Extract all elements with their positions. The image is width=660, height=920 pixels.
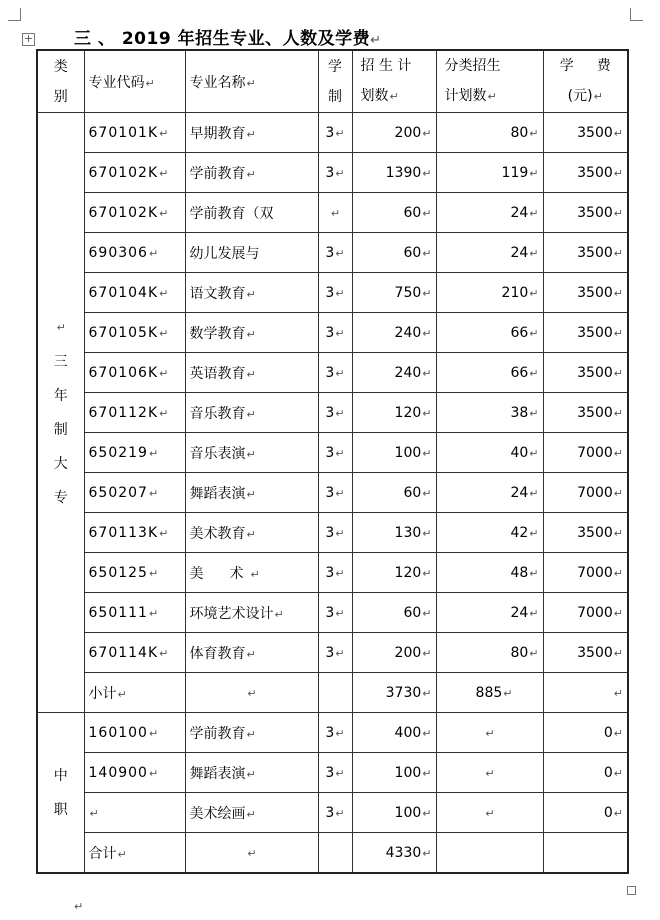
cell-code: 670114K↵ xyxy=(84,633,185,673)
cell-class-plan: ↵ xyxy=(436,753,543,793)
table-row xyxy=(37,273,628,313)
cell-code: 650207↵ xyxy=(84,473,185,513)
cell-code: 650125↵ xyxy=(84,553,185,593)
cell-class-plan: 210↵ xyxy=(436,273,543,313)
cell-fee: 3500↵ xyxy=(543,393,628,433)
cell-code: 160100↵ xyxy=(84,713,185,753)
cell-class-plan: 24↵ xyxy=(436,193,543,233)
cell-name: 早期教育↵ xyxy=(185,113,318,153)
table-row xyxy=(37,553,628,593)
cell-fee: 3500↵ xyxy=(543,513,628,553)
cell-class-plan: 119↵ xyxy=(436,153,543,193)
cell-code: ↵ xyxy=(84,793,185,833)
cell-fee: 0↵ xyxy=(543,793,628,833)
cell-plan: 750↵ xyxy=(352,273,436,313)
paragraph-mark-icon: ↵ xyxy=(74,900,84,913)
cell-code: 690306↵ xyxy=(84,233,185,273)
cell-plan: 240↵ xyxy=(352,353,436,393)
cell-plan: 200↵ xyxy=(352,113,436,153)
cell-class-plan: ↵ xyxy=(436,793,543,833)
table-row xyxy=(37,353,628,393)
cell-name: 幼儿发展与 xyxy=(185,233,318,273)
cell-empty xyxy=(318,673,352,713)
cell-class-plan: 885↵ xyxy=(436,673,543,713)
cell-name: 体育教育↵ xyxy=(185,633,318,673)
cell-empty xyxy=(436,833,543,874)
cell-class-plan: 24↵ xyxy=(436,233,543,273)
cell-fee: 7000↵ xyxy=(543,593,628,633)
cell-empty: ↵ xyxy=(185,673,318,713)
table-row xyxy=(37,113,628,153)
cell-years: 3↵ xyxy=(318,153,352,193)
table-row xyxy=(37,793,628,833)
cell-empty: ↵ xyxy=(185,833,318,874)
page-corner-mark xyxy=(8,8,21,21)
cell-years: ↵ xyxy=(318,193,352,233)
cell-years: 3↵ xyxy=(318,313,352,353)
cell-empty xyxy=(543,833,628,874)
header-plan: 招 生 计 划数↵ xyxy=(352,50,436,113)
header-code: 专业代码↵ xyxy=(84,50,185,113)
cell-years: 3↵ xyxy=(318,793,352,833)
cell-class-plan: 24↵ xyxy=(436,473,543,513)
cell-plan: 200↵ xyxy=(352,633,436,673)
cell-name: 语文教育↵ xyxy=(185,273,318,313)
header-class-plan: 分类招生 计划数↵ xyxy=(436,50,543,113)
table-row xyxy=(37,753,628,793)
cell-fee: 3500↵ xyxy=(543,313,628,353)
cell-fee: 3500↵ xyxy=(543,233,628,273)
cell-fee: 3500↵ xyxy=(543,353,628,393)
cell-fee: 3500↵ xyxy=(543,113,628,153)
cell-class-plan: 66↵ xyxy=(436,313,543,353)
cell-years: 3↵ xyxy=(318,473,352,513)
cell-code: 650219↵ xyxy=(84,433,185,473)
cell-plan: 60↵ xyxy=(352,473,436,513)
cell-code: 670106K↵ xyxy=(84,353,185,393)
cell-name: 学前教育↵ xyxy=(185,153,318,193)
cell-name: 学前教育↵ xyxy=(185,713,318,753)
cell-total-label: 合计↵ xyxy=(84,833,185,874)
enrollment-table xyxy=(36,49,629,874)
cell-years: 3↵ xyxy=(318,433,352,473)
cell-code: 670104K↵ xyxy=(84,273,185,313)
cell-plan: 4330↵ xyxy=(352,833,436,874)
section-title-text: 三 、 2019 年招生专业、人数及学费 xyxy=(74,29,371,49)
page-corner-mark xyxy=(630,8,643,21)
table-row xyxy=(37,713,628,753)
cell-plan: 130↵ xyxy=(352,513,436,553)
cell-name: 环境艺术设计↵ xyxy=(185,593,318,633)
cell-plan: 100↵ xyxy=(352,793,436,833)
cell-empty xyxy=(318,833,352,874)
table-row xyxy=(37,593,628,633)
cell-plan: 240↵ xyxy=(352,313,436,353)
header-name: 专业名称↵ xyxy=(185,50,318,113)
cell-years: 3↵ xyxy=(318,513,352,553)
cell-class-plan: 48↵ xyxy=(436,553,543,593)
cell-fee: 3500↵ xyxy=(543,193,628,233)
table-row xyxy=(37,433,628,473)
total-row xyxy=(37,833,628,874)
table-row xyxy=(37,193,628,233)
table-row xyxy=(37,153,628,193)
cell-fee: 7000↵ xyxy=(543,433,628,473)
cell-class-plan: 66↵ xyxy=(436,353,543,393)
cell-plan: 3730↵ xyxy=(352,673,436,713)
section-title xyxy=(74,24,381,49)
cell-years: 3↵ xyxy=(318,593,352,633)
cell-class-plan: 42↵ xyxy=(436,513,543,553)
table-row xyxy=(37,633,628,673)
cell-fee: 0↵ xyxy=(543,753,628,793)
cell-name: 英语教育↵ xyxy=(185,353,318,393)
category-college: ↵ 三 年 制 大 专 xyxy=(37,113,84,713)
cell-years: 3↵ xyxy=(318,633,352,673)
cell-years: 3↵ xyxy=(318,233,352,273)
cell-code: 670113K↵ xyxy=(84,513,185,553)
table-move-handle-icon[interactable]: + xyxy=(23,32,34,45)
cell-fee: 3500↵ xyxy=(543,273,628,313)
cell-name: 音乐表演↵ xyxy=(185,433,318,473)
paragraph-mark-icon: ↵ xyxy=(370,33,382,48)
cell-fee: ↵ xyxy=(543,673,628,713)
cell-fee: 3500↵ xyxy=(543,633,628,673)
cell-class-plan: 80↵ xyxy=(436,633,543,673)
cell-code: 670101K↵ xyxy=(84,113,185,153)
cell-plan: 400↵ xyxy=(352,713,436,753)
cell-name: 音乐教育↵ xyxy=(185,393,318,433)
cell-years: 3↵ xyxy=(318,553,352,593)
cell-plan: 60↵ xyxy=(352,193,436,233)
cell-code: 670105K↵ xyxy=(84,313,185,353)
cell-class-plan: 38↵ xyxy=(436,393,543,433)
cell-code: 670102K↵ xyxy=(84,153,185,193)
table-header-row xyxy=(37,50,628,113)
cell-code: 670112K↵ xyxy=(84,393,185,433)
cell-fee: 3500↵ xyxy=(543,153,628,193)
cell-name: 舞蹈表演↵ xyxy=(185,753,318,793)
header-category: 类 别 xyxy=(37,50,84,113)
cell-name: 学前教育（双 xyxy=(185,193,318,233)
cell-name: 美术教育↵ xyxy=(185,513,318,553)
cell-plan: 120↵ xyxy=(352,393,436,433)
cell-code: 650111↵ xyxy=(84,593,185,633)
cell-name: 美 术↵ xyxy=(185,553,318,593)
cell-years: 3↵ xyxy=(318,393,352,433)
cell-plan: 100↵ xyxy=(352,433,436,473)
cell-fee: 0↵ xyxy=(543,713,628,753)
cell-name: 数学教育↵ xyxy=(185,313,318,353)
cell-plan: 60↵ xyxy=(352,233,436,273)
header-fee: 学 费 (元)↵ xyxy=(543,50,628,113)
cell-name: 舞蹈表演↵ xyxy=(185,473,318,513)
cell-subtotal-label: 小计↵ xyxy=(84,673,185,713)
cell-plan: 1390↵ xyxy=(352,153,436,193)
cell-code: 670102K↵ xyxy=(84,193,185,233)
cell-class-plan: 24↵ xyxy=(436,593,543,633)
header-years: 学 制 xyxy=(318,50,352,113)
table-row xyxy=(37,393,628,433)
cell-years: 3↵ xyxy=(318,713,352,753)
cell-class-plan: 40↵ xyxy=(436,433,543,473)
table-row xyxy=(37,313,628,353)
cell-name: 美术绘画↵ xyxy=(185,793,318,833)
cell-years: 3↵ xyxy=(318,113,352,153)
cell-plan: 120↵ xyxy=(352,553,436,593)
table-row xyxy=(37,473,628,513)
table-row xyxy=(37,513,628,553)
cell-fee: 7000↵ xyxy=(543,473,628,513)
cell-years: 3↵ xyxy=(318,273,352,313)
cell-class-plan: 80↵ xyxy=(436,113,543,153)
cell-years: 3↵ xyxy=(318,753,352,793)
subtotal-row xyxy=(37,673,628,713)
category-secondary: 中 职 xyxy=(37,713,84,874)
cell-class-plan: ↵ xyxy=(436,713,543,753)
cell-plan: 100↵ xyxy=(352,753,436,793)
cell-years: 3↵ xyxy=(318,353,352,393)
table-row xyxy=(37,233,628,273)
table-resize-handle[interactable] xyxy=(627,886,636,895)
cell-code: 140900↵ xyxy=(84,753,185,793)
cell-plan: 60↵ xyxy=(352,593,436,633)
cell-fee: 7000↵ xyxy=(543,553,628,593)
